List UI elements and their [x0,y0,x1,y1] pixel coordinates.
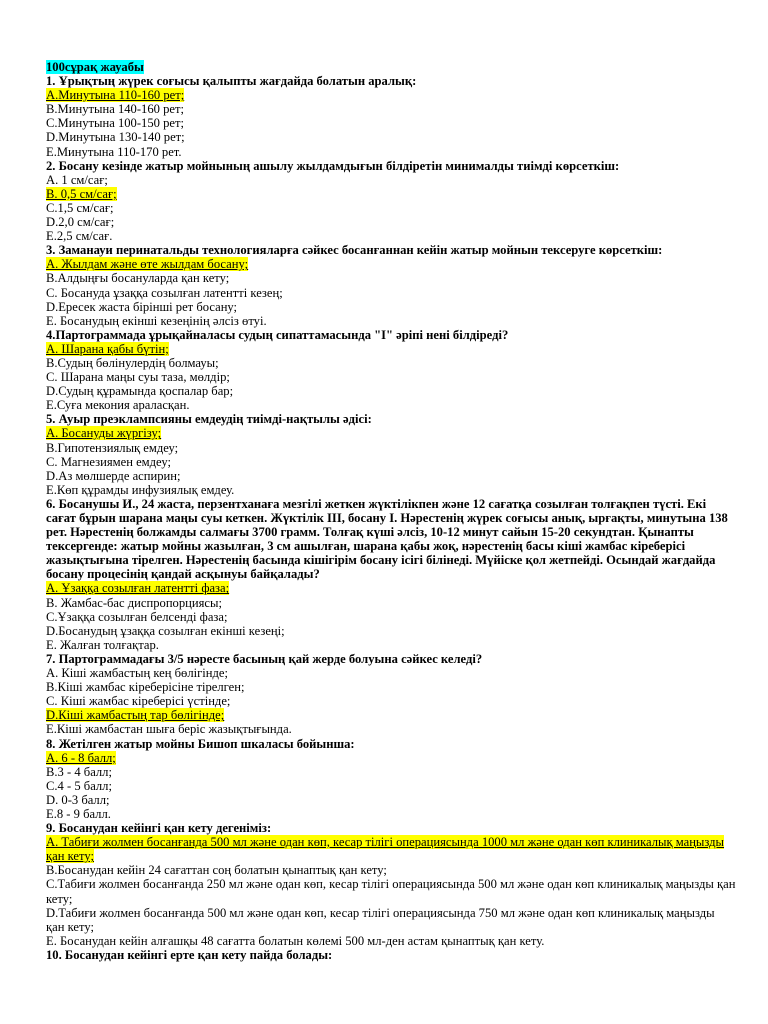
answer-option [46,145,736,159]
answer-text: B.Кіші жамбас кіреберісіне тірелген; [46,680,245,695]
answer-text: D. 0-3 балл; [46,792,110,807]
answer-text: B.3 - 4 балл; [46,764,112,779]
answer-correct [46,257,736,271]
answer-text: D.2,0 см/сағ; [46,215,115,230]
document-title [46,60,736,74]
answer-text: E. Босанудың екінші кезеңінің әлсіз өтуі. [46,313,267,328]
answer-text: B.Минутына 140-160 рет; [46,102,184,117]
answer-correct [46,187,736,201]
answer-option [46,271,736,285]
answer-text: B.Судың бөлінулердің болмауы; [46,355,219,370]
answer-option [46,596,736,610]
answer-text: D.Босанудың ұзаққа созылған екінші кезеңі; [46,623,285,638]
answer-text: D.Аз мөлшерде аспирин; [46,468,181,483]
question-6: 6. Босанушы И., 24 жаста, перзентханаға мезгілі жеткен жүктілікпен және 12 сағатқа созылған толғақпен түсті. Екі сағат бұрын шарана маңы суы кеткен. Жүктілік III, босану I. Нәрестенің жүрек соғысы анық, ырғақты, минутына 138 рет. Нәрестенің болжамды салмағы 3700 грамм. Толғақ күші әлсіз, 10-12 минут сайын 15-20 секундтан. Қынапты тексергенде: жатыр мойны жазылған, 3 см ашылған, шарана қабы жоқ, нәрестенің басы кіші жамбас кіреберісі жазықтығына тірелген. Нәрестенің басында кішігірім босану ісігі білінеді. Мүйіске қол жетпейді. Осындай жағдайда босану процесінің қандай асқынуы байқалады? [46,496,728,582]
question-5: 5. Ауыр преэклампсияны емдеудің тиімді-нақтылы әдісі: [46,412,372,427]
question-4: 4.Партограммада ұрықайналасы судың сипаттамасында "I" әріпі нені білдіреді? [46,327,509,342]
question-7: 7. Партограммадағы 3/5 нәресте басының қай жерде болуына сәйкес келеді? [46,651,483,666]
answer-option [46,483,736,497]
answer-text: E.Суға мекония араласқан. [46,398,190,413]
answer-text: E. Жалған толғақтар. [46,637,159,652]
answer-option [46,807,736,821]
answer-text: A. Кіші жамбастың кең бөлігінде; [46,666,229,681]
answer-text: A. Табиғи жолмен босанғанда 500 мл және одан көп, кесар тілігі операциясында 1000 мл және одан көп клиникалық маңызды қан кету; [46,835,725,864]
answer-correct [46,88,736,102]
answer-option [46,173,736,187]
answer-text: D.Ересек жаста бірінші рет босану; [46,299,238,314]
answer-option [46,694,736,708]
answer-text: D.Судың құрамында қоспалар бар; [46,384,234,399]
answer-text: D.Табиғи жолмен босанғанда 500 мл және одан көп, кесар тілігі операциясында 750 мл және одан көп клиникалық маңызды қан кету; [46,905,715,934]
answer-option [46,102,736,116]
answer-option [46,666,736,680]
answer-text: C. Босануда ұзаққа созылған латентті кезең; [46,285,283,300]
answer-text: E.Көп құрамды инфузиялық емдеу. [46,482,235,497]
answer-text: A.Минутына 110-160 рет; [46,88,185,103]
answer-option [46,765,736,779]
answer-text: C.Минутына 100-150 рет; [46,116,184,131]
answer-correct [46,751,736,765]
answer-text: E. Босанудан кейін алғашқы 48 сағатта болатын көлемі 500 мл-ден астам қынаптық қан кету. [46,933,545,948]
answer-option [46,793,736,807]
answer-text: C. Магнезиямен емдеу; [46,454,171,469]
answer-option [46,215,736,229]
answer-text: E.Минутына 110-170 рет. [46,144,182,159]
answer-correct [46,342,736,356]
answer-option [46,441,736,455]
answer-correct [46,426,736,440]
question-2: 2. Босану кезінде жатыр мойнының ашылу жылдамдығын білдіретін минималды тиімді көрсеткіш: [46,158,620,173]
answer-option [46,384,736,398]
answer-text: B.Босанудан кейін 24 сағаттан соң болатын қынаптық қан кету; [46,863,387,878]
answer-option [46,130,736,144]
answer-text: C. Шарана маңы суы таза, мөлдір; [46,370,230,385]
answer-option [46,286,736,300]
answer-text: A. Босануды жүргізу; [46,426,162,441]
answer-option [46,469,736,483]
answer-option [46,863,736,877]
answer-text: E.8 - 9 балл. [46,806,111,821]
answer-text: C. Кіші жамбас кіреберісі үстінде; [46,694,231,709]
answer-text: A. Шарана қабы бүтін; [46,341,169,356]
answer-correct [46,581,736,595]
answer-option [46,314,736,328]
question-1: 1. Ұрықтың жүрек соғысы қалыпты жағдайда болатын аралық: [46,74,417,89]
answer-option [46,455,736,469]
answer-text: C.1,5 см/сағ; [46,200,114,215]
answer-text: B.Гипотензиялық емдеу; [46,440,179,455]
answer-option [46,722,736,736]
answer-text: B. Жамбас-бас диспропорциясы; [46,595,222,610]
answer-option [46,356,736,370]
answer-correct [46,835,736,863]
title-highlight: 100сұрақ жауабы [46,60,144,74]
answer-text: C.4 - 5 балл; [46,778,112,793]
question-8: 8. Жетілген жатыр мойны Бишоп шкаласы бойынша: [46,736,355,751]
answer-option [46,610,736,624]
answer-option [46,680,736,694]
question-3: 3. Заманауи перинатальды технологияларға сәйкес босанғаннан кейін жатыр мойнын тексеруге көрсеткіш: [46,243,663,258]
answer-option [46,779,736,793]
answer-text: D.Минутына 130-140 рет; [46,130,185,145]
answer-option [46,934,736,948]
answer-text: A. 6 - 8 балл; [46,750,116,765]
answer-text: A. Жылдам және өте жылдам босану; [46,257,249,272]
answer-option [46,229,736,243]
answer-option [46,398,736,412]
answer-text: B.Алдыңғы босануларда қан кету; [46,271,230,286]
answer-text: D.Кіші жамбастың тар бөлігінде; [46,708,225,723]
answer-option [46,201,736,215]
answer-text: E.2,5 см/сағ. [46,229,113,244]
answer-option [46,300,736,314]
answer-text: E.Кіші жамбастан шыға беріс жазықтығында. [46,722,292,737]
answer-text: C.Табиғи жолмен босанғанда 250 мл және одан көп, кесар тілігі операциясында 500 мл және одан көп клиникалық маңызды қан кету; [46,877,736,906]
answer-option [46,116,736,130]
answer-option [46,906,736,934]
document-body [46,60,736,962]
question-10: 10. Босанудан кейінгі ерте қан кету пайда болады: [46,947,333,962]
answer-correct [46,708,736,722]
answer-text: A. Ұзаққа созылған латентті фаза; [46,581,230,596]
answer-text: B. 0,5 см/сағ; [46,186,117,201]
answer-text: C.Ұзаққа созылған белсенді фаза; [46,609,228,624]
answer-option [46,624,736,638]
question-9: 9. Босанудан кейінгі қан кету дегеніміз: [46,821,272,836]
answer-text: A. 1 см/сағ; [46,172,108,187]
answer-option [46,370,736,384]
answer-option [46,877,736,905]
answer-option [46,638,736,652]
question-list [46,74,736,962]
